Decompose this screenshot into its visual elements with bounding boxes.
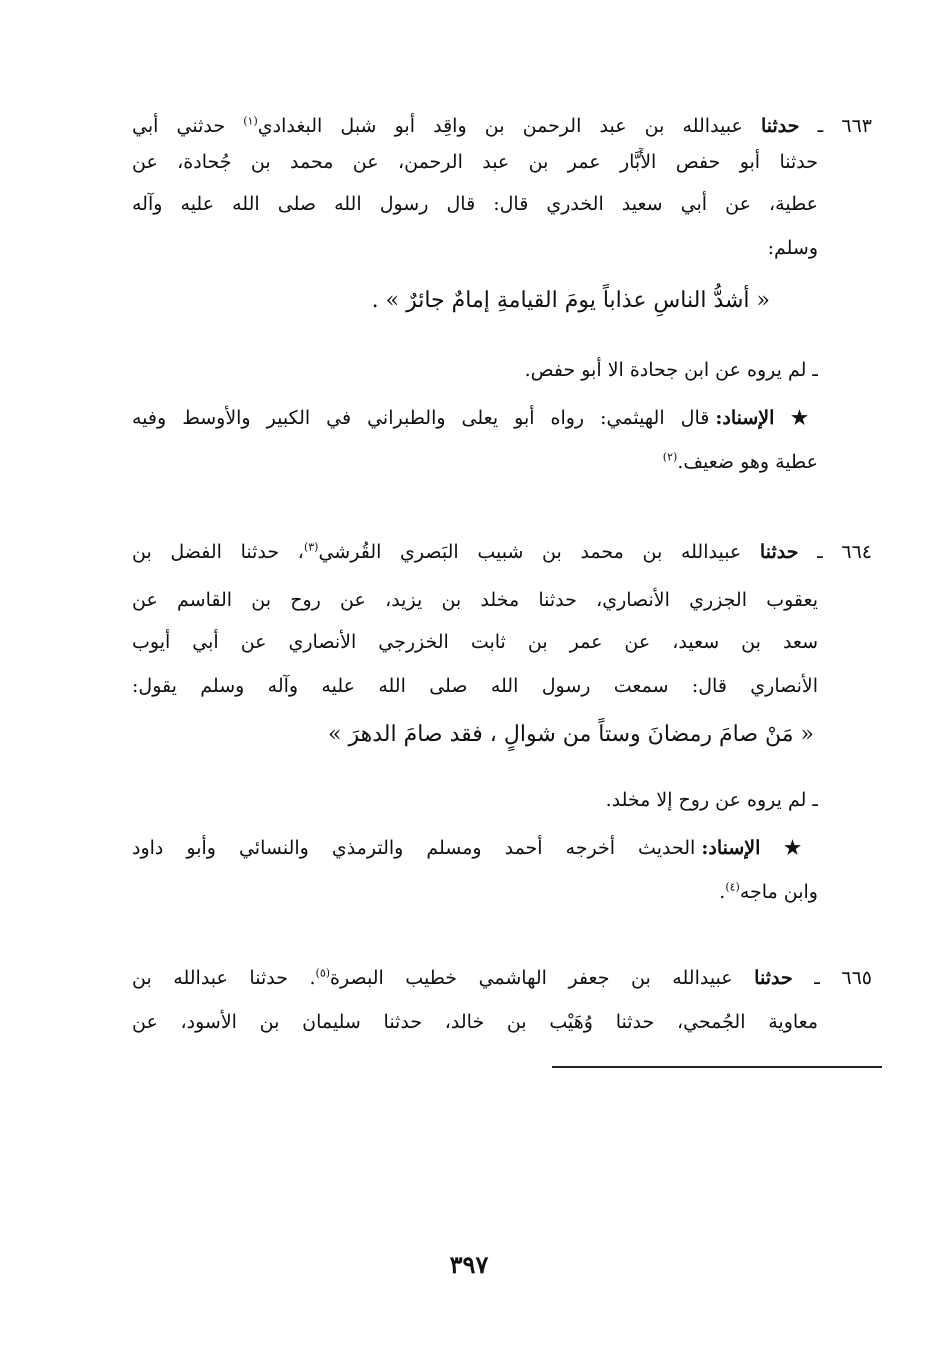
entry-664-line-2: يعقوب الجزري الأنصاري، حدثنا مخلد بن يزيد، عن روح بن القاسم عن (132, 589, 818, 611)
narration-note: ـ لم يروه عن ابن جحادة الا أبو حفص. (524, 359, 818, 381)
isnad-label: ★ الإسناد: (715, 407, 818, 429)
entry-text: عبيدالله بن محمد بن شبيب البَصري القُرشي (318, 541, 760, 563)
footnote-ref: (٣) (303, 540, 319, 554)
footnote-ref: (١) (243, 114, 258, 128)
entry-663-line-4: وسلم: (767, 237, 818, 259)
entry-lead-word: حدثنا (759, 541, 799, 563)
hadith-text: « مَنْ صامَ رمضانَ وستاً من شوالٍ ، فقد صامَ الدهرَ » (328, 722, 814, 747)
isnad-line-1 (132, 404, 818, 438)
footnote-ref: (٢) (662, 450, 678, 464)
entry-663-line-2: حدثنا أبو حفص الأَبَّار عمر بن عبد الرحمن، عن محمد بن جُحادة، عن (132, 151, 818, 173)
entry-number: ٦٦٥ (841, 967, 872, 989)
isnad-text-after: . (719, 881, 726, 903)
isnad-text: عطية وهو ضعيف. (677, 451, 818, 473)
entry-664-line-1 (132, 538, 872, 572)
footnote-ref: (٥) (315, 966, 331, 980)
entry-dash: ـ (817, 541, 823, 563)
isnad-label: ★ الإسناد: (701, 837, 818, 859)
entry-lead-word: حدثنا (760, 115, 800, 137)
isnad-text: وابن ماجه (739, 881, 818, 903)
entry-text-after: ، حدثنا الفضل بن (132, 541, 304, 563)
entry-text-after: حدثني أبي (132, 115, 244, 137)
hadith-text: « أشدُّ الناسِ عذاباً يومَ القيامةِ إمامٌ جائرٌ » . (371, 288, 770, 313)
entry-663-line-1 (132, 112, 872, 146)
footnote-separator (552, 1066, 882, 1068)
entry-text: عبيدالله بن جعفر الهاشمي خطيب البصرة (330, 967, 755, 989)
entry-number: ٦٦٣ (841, 115, 872, 137)
isnad-text: قال الهيثمي: رواه أبو يعلى والطبراني في الكبير والأوسط وفيه (132, 407, 716, 429)
entry-664-line-4: الأنصاري قال: سمعت رسول الله صلى الله عليه وآله وسلم يقول: (132, 675, 818, 697)
entry-text-after: . حدثنا عبدالله بن (132, 967, 316, 989)
entry-dash: ـ (814, 967, 820, 989)
isnad-line-2 (132, 448, 818, 482)
entry-665-line-2: معاوية الجُمحي، حدثنا وُهَيْب بن خالد، حدثنا سليمان بن الأسود، عن (132, 1011, 818, 1033)
entry-number: ٦٦٤ (841, 541, 872, 563)
entry-text: عبيدالله بن عبد الرحمن بن واقِد أبو شبل البغدادي (257, 115, 761, 137)
entry-663-line-3: عطية، عن أبي سعيد الخدري قال: قال رسول الله صلى الله عليه وآله (132, 193, 818, 215)
page-number: ٣٩٧ (449, 1250, 489, 1279)
entry-dash: ـ (817, 115, 824, 137)
isnad-line-2 (132, 878, 818, 912)
entry-665-line-1 (132, 964, 872, 998)
footnote-ref: (٤) (725, 880, 740, 894)
isnad-text: الحديث أخرجه أحمد ومسلم والترمذي والنسائي وأبو داود (132, 837, 702, 859)
entry-664-line-3: سعد بن سعيد، عن عمر بن ثابت الخزرجي الأنصاري عن أبي أيوب (132, 631, 818, 653)
narration-note: ـ لم يروه عن روح إلا مخلد. (605, 789, 818, 811)
isnad-line-1 (132, 834, 818, 868)
entry-lead-word: حدثنا (754, 967, 793, 989)
